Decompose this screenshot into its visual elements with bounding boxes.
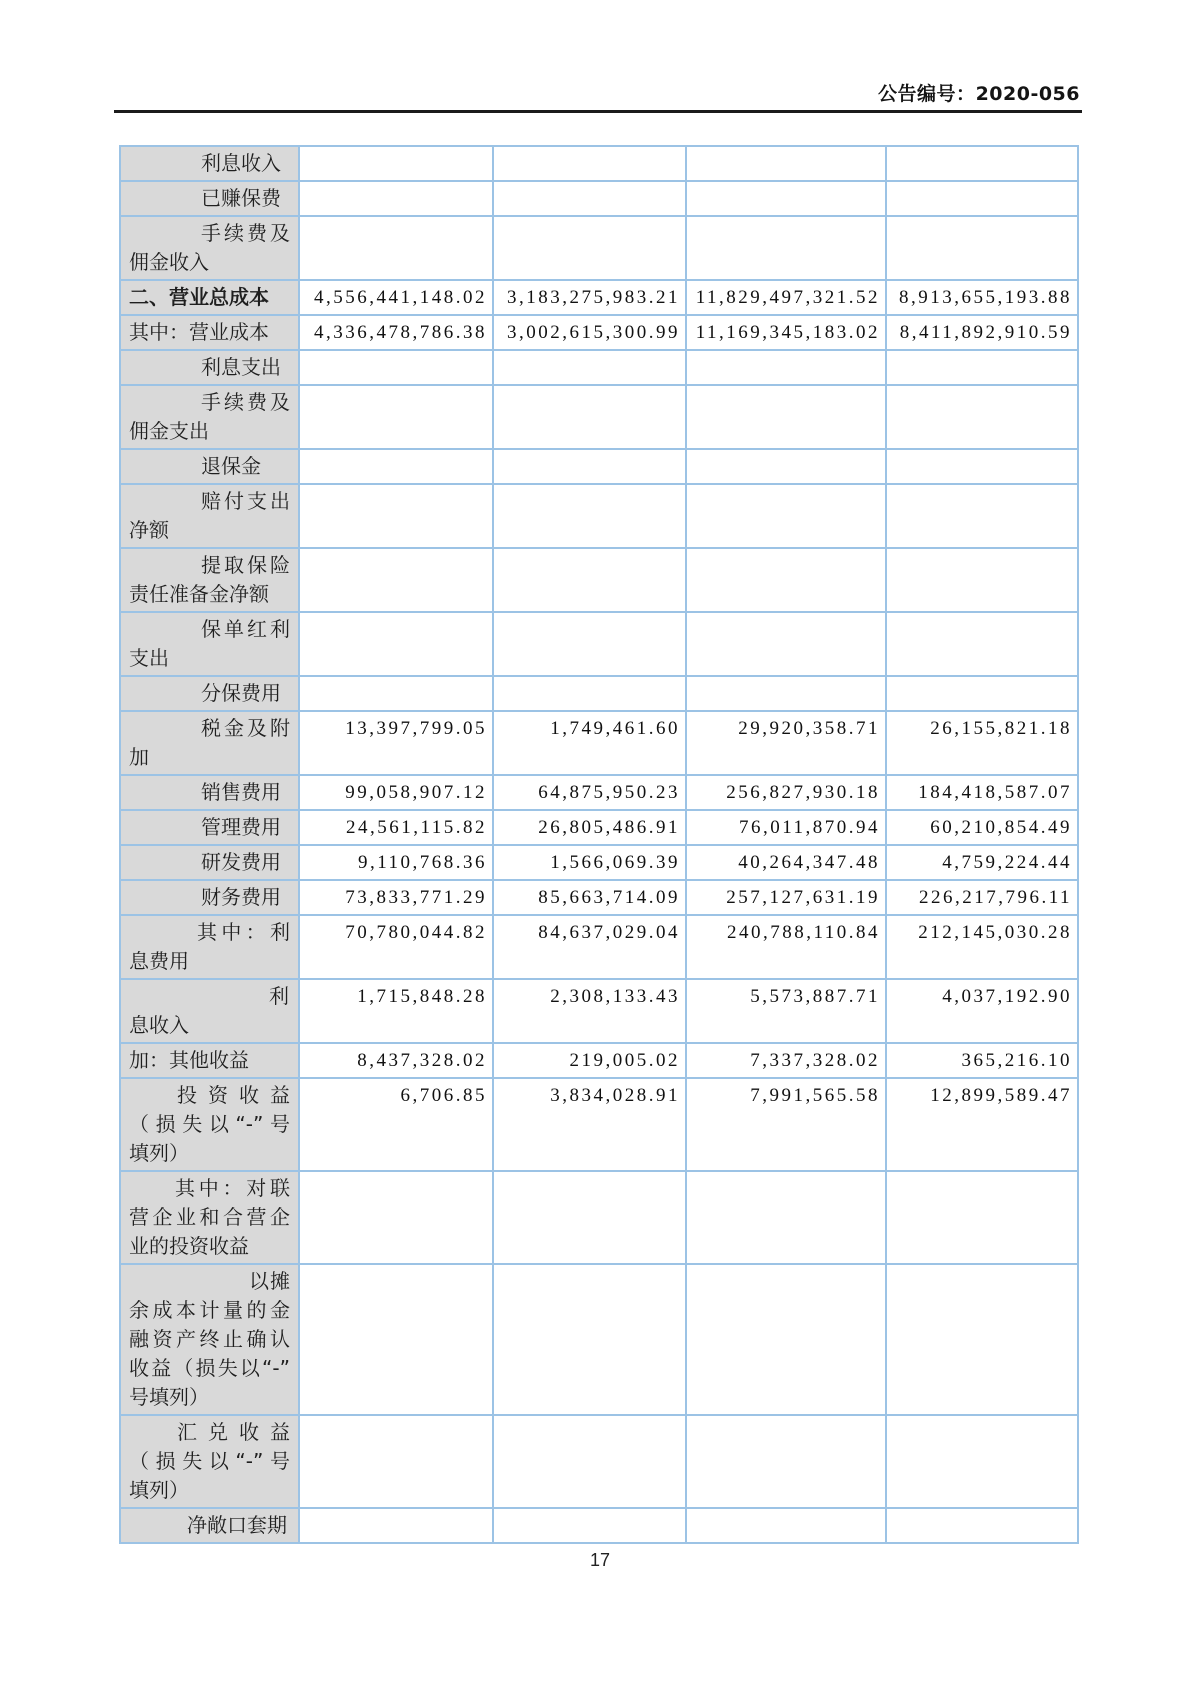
- value-cell-col3: 256,827,930.18: [686, 775, 886, 810]
- row-label-line: （损失以“-”号: [129, 1449, 290, 1473]
- table-row: [120, 1415, 1078, 1508]
- value-cell-col4: [886, 449, 1078, 484]
- value-cell-col4: [886, 1415, 1078, 1508]
- row-label-line: 收益（损失以“-”: [129, 1356, 290, 1380]
- value-cell-col1: [299, 1264, 493, 1415]
- row-label-line: 税金及附: [201, 716, 290, 740]
- row-label-line: 佣金收入: [129, 250, 209, 274]
- value-cell-col2: 219,005.02: [493, 1043, 686, 1078]
- row-label-line: 管理费用: [201, 815, 281, 839]
- value-cell-col3: [686, 1171, 886, 1264]
- row-label-line: 责任准备金净额: [129, 582, 269, 606]
- row-label-line: 提取保险: [201, 553, 290, 577]
- value-cell-col1: [299, 216, 493, 280]
- row-label-cell: [120, 1078, 299, 1171]
- table-row: [120, 880, 1078, 915]
- row-label-line: 手续费及: [201, 390, 290, 414]
- page-number: 17: [589, 1550, 611, 1570]
- row-label-line: 营企业和合营企: [129, 1205, 290, 1229]
- row-label-line: 净敞口套期: [187, 1513, 287, 1537]
- row-label-cell: [120, 1508, 299, 1543]
- row-label-cell: [120, 711, 299, 775]
- value-cell-col4: 212,145,030.28: [886, 915, 1078, 979]
- row-label-line: 净额: [129, 518, 169, 542]
- row-label-cell: [120, 484, 299, 548]
- value-cell-col3: [686, 1508, 886, 1543]
- row-label-cell: [120, 1264, 299, 1415]
- value-cell-col4: [886, 181, 1078, 216]
- value-cell-col2: 26,805,486.91: [493, 810, 686, 845]
- value-cell-col3: [686, 181, 886, 216]
- table-row: [120, 810, 1078, 845]
- row-label-cell: [120, 449, 299, 484]
- value-cell-col3: [686, 216, 886, 280]
- table-row: [120, 146, 1078, 181]
- value-cell-col1: [299, 676, 493, 711]
- value-cell-col1: 99,058,907.12: [299, 775, 493, 810]
- value-cell-col1: [299, 350, 493, 385]
- row-label-cell: [120, 612, 299, 676]
- value-cell-col3: [686, 350, 886, 385]
- row-label-line: 利息收入: [201, 151, 281, 175]
- row-label-cell: [120, 1415, 299, 1508]
- table-row: [120, 548, 1078, 612]
- row-label-cell: [120, 315, 299, 350]
- row-label-cell: [120, 775, 299, 810]
- row-label-cell: [120, 1043, 299, 1078]
- value-cell-col1: [299, 612, 493, 676]
- value-cell-col1: [299, 484, 493, 548]
- table-row: [120, 1043, 1078, 1078]
- value-cell-col2: 3,834,028.91: [493, 1078, 686, 1171]
- value-cell-col3: [686, 1264, 886, 1415]
- row-label-cell: [120, 280, 299, 315]
- row-label-line: 支出: [129, 646, 169, 670]
- value-cell-col1: [299, 1171, 493, 1264]
- row-label-line: 号填列）: [129, 1385, 209, 1409]
- value-cell-col4: [886, 1264, 1078, 1415]
- value-cell-col2: [493, 1171, 686, 1264]
- value-cell-col1: 70,780,044.82: [299, 915, 493, 979]
- row-label-cell: [120, 979, 299, 1043]
- value-cell-col4: 12,899,589.47: [886, 1078, 1078, 1171]
- table-row: [120, 449, 1078, 484]
- value-cell-col2: [493, 1508, 686, 1543]
- value-cell-col2: [493, 350, 686, 385]
- value-cell-col3: 7,337,328.02: [686, 1043, 886, 1078]
- value-cell-col2: [493, 548, 686, 612]
- value-cell-col4: 8,913,655,193.88: [886, 280, 1078, 315]
- table-row: [120, 484, 1078, 548]
- value-cell-col1: 9,110,768.36: [299, 845, 493, 880]
- value-cell-col4: 184,418,587.07: [886, 775, 1078, 810]
- row-label-line: 销售费用: [201, 780, 281, 804]
- value-cell-col2: 1,749,461.60: [493, 711, 686, 775]
- value-cell-col3: 7,991,565.58: [686, 1078, 886, 1171]
- value-cell-col4: [886, 676, 1078, 711]
- value-cell-col4: 4,037,192.90: [886, 979, 1078, 1043]
- value-cell-col2: [493, 676, 686, 711]
- row-label-line: 融资产终止确认: [129, 1327, 290, 1351]
- value-cell-col2: 3,183,275,983.21: [493, 280, 686, 315]
- value-cell-col1: [299, 1415, 493, 1508]
- value-cell-col4: [886, 1508, 1078, 1543]
- row-label-line: 二、营业总成本: [129, 285, 269, 309]
- value-cell-col4: [886, 612, 1078, 676]
- value-cell-col2: 64,875,950.23: [493, 775, 686, 810]
- row-label-line: 汇兑收益: [177, 1420, 290, 1444]
- value-cell-col2: [493, 1415, 686, 1508]
- row-label-cell: [120, 1171, 299, 1264]
- value-cell-col4: [886, 484, 1078, 548]
- value-cell-col4: 8,411,892,910.59: [886, 315, 1078, 350]
- value-cell-col1: 4,556,441,148.02: [299, 280, 493, 315]
- row-label-line: 退保金: [201, 454, 261, 478]
- value-cell-col3: 11,169,345,183.02: [686, 315, 886, 350]
- table-row: [120, 612, 1078, 676]
- value-cell-col3: 76,011,870.94: [686, 810, 886, 845]
- value-cell-col1: [299, 181, 493, 216]
- value-cell-col2: [493, 449, 686, 484]
- value-cell-col4: [886, 146, 1078, 181]
- value-cell-col3: 29,920,358.71: [686, 711, 886, 775]
- table-row: [120, 979, 1078, 1043]
- announcement-number-label: 公告编号：: [878, 83, 976, 105]
- value-cell-col4: [886, 548, 1078, 612]
- row-label-cell: [120, 385, 299, 449]
- value-cell-col1: 13,397,799.05: [299, 711, 493, 775]
- value-cell-col4: 226,217,796.11: [886, 880, 1078, 915]
- value-cell-col2: 84,637,029.04: [493, 915, 686, 979]
- row-label-line: （损失以“-”号: [129, 1112, 290, 1136]
- value-cell-col1: [299, 385, 493, 449]
- row-label-cell: [120, 350, 299, 385]
- row-label-line: 余成本计量的金: [129, 1298, 290, 1322]
- table-row: [120, 775, 1078, 810]
- value-cell-col4: 60,210,854.49: [886, 810, 1078, 845]
- table-row: [120, 915, 1078, 979]
- value-cell-col3: [686, 676, 886, 711]
- row-label-cell: [120, 216, 299, 280]
- value-cell-col2: [493, 1264, 686, 1415]
- value-cell-col2: 1,566,069.39: [493, 845, 686, 880]
- value-cell-col2: [493, 484, 686, 548]
- row-label-cell: [120, 676, 299, 711]
- table-row: [120, 181, 1078, 216]
- row-label-cell: [120, 548, 299, 612]
- row-label-line: 其中：对联: [175, 1176, 290, 1200]
- row-label-line: 利: [269, 984, 289, 1008]
- row-label-line: 填列）: [129, 1141, 189, 1165]
- value-cell-col2: [493, 181, 686, 216]
- announcement-number: [878, 79, 1080, 106]
- row-label-cell: [120, 810, 299, 845]
- value-cell-col1: [299, 146, 493, 181]
- table-row: [120, 676, 1078, 711]
- value-cell-col1: [299, 548, 493, 612]
- value-cell-col3: 40,264,347.48: [686, 845, 886, 880]
- value-cell-col1: [299, 449, 493, 484]
- table-row: [120, 1508, 1078, 1543]
- value-cell-col2: [493, 612, 686, 676]
- value-cell-col1: 4,336,478,786.38: [299, 315, 493, 350]
- value-cell-col3: [686, 548, 886, 612]
- row-label-line: 研发费用: [201, 850, 281, 874]
- value-cell-col3: 5,573,887.71: [686, 979, 886, 1043]
- row-label-line: 加：其他收益: [129, 1048, 249, 1072]
- value-cell-col3: [686, 146, 886, 181]
- table-row: [120, 711, 1078, 775]
- header-rule: [114, 110, 1082, 113]
- table-row: [120, 350, 1078, 385]
- row-label-line: 业的投资收益: [129, 1234, 249, 1258]
- table-row: [120, 1078, 1078, 1171]
- row-label-line: 赔付支出: [201, 489, 290, 513]
- value-cell-col1: 8,437,328.02: [299, 1043, 493, 1078]
- value-cell-col1: [299, 1508, 493, 1543]
- row-label-line: 保单红利: [201, 617, 290, 641]
- value-cell-col1: 73,833,771.29: [299, 880, 493, 915]
- value-cell-col3: [686, 612, 886, 676]
- table-row: [120, 216, 1078, 280]
- value-cell-col4: [886, 385, 1078, 449]
- value-cell-col4: [886, 216, 1078, 280]
- value-cell-col3: 11,829,497,321.52: [686, 280, 886, 315]
- row-label-line: 其中：利: [197, 920, 290, 944]
- row-label-line: 加: [129, 745, 149, 769]
- value-cell-col4: 365,216.10: [886, 1043, 1078, 1078]
- row-label-cell: [120, 880, 299, 915]
- value-cell-col2: 3,002,615,300.99: [493, 315, 686, 350]
- row-label-cell: [120, 146, 299, 181]
- row-label-line: 已赚保费: [201, 186, 281, 210]
- row-label-cell: [120, 181, 299, 216]
- value-cell-col3: [686, 449, 886, 484]
- row-label-line: 佣金支出: [129, 419, 209, 443]
- table-row: [120, 1171, 1078, 1264]
- value-cell-col4: 4,759,224.44: [886, 845, 1078, 880]
- financial-statement-table: [119, 145, 1079, 1544]
- announcement-number-value: 2020-056: [975, 83, 1080, 105]
- row-label-line: 手续费及: [201, 221, 290, 245]
- value-cell-col3: 240,788,110.84: [686, 915, 886, 979]
- value-cell-col2: [493, 385, 686, 449]
- row-label-line: 息收入: [129, 1013, 189, 1037]
- value-cell-col2: 2,308,133.43: [493, 979, 686, 1043]
- row-label-line: 财务费用: [201, 885, 281, 909]
- table-row: [120, 280, 1078, 315]
- value-cell-col3: 257,127,631.19: [686, 880, 886, 915]
- value-cell-col4: [886, 350, 1078, 385]
- row-label-line: 以摊: [249, 1269, 290, 1293]
- row-label-line: 利息支出: [201, 355, 281, 379]
- row-label-line: 分保费用: [201, 681, 281, 705]
- value-cell-col3: [686, 1415, 886, 1508]
- value-cell-col4: 26,155,821.18: [886, 711, 1078, 775]
- row-label-line: 其中：营业成本: [129, 320, 269, 344]
- row-label-line: 投资收益: [177, 1083, 290, 1107]
- value-cell-col1: 1,715,848.28: [299, 979, 493, 1043]
- value-cell-col2: 85,663,714.09: [493, 880, 686, 915]
- value-cell-col2: [493, 216, 686, 280]
- value-cell-col1: 24,561,115.82: [299, 810, 493, 845]
- value-cell-col1: 6,706.85: [299, 1078, 493, 1171]
- row-label-cell: [120, 915, 299, 979]
- row-label-cell: [120, 845, 299, 880]
- table-row: [120, 1264, 1078, 1415]
- table-row: [120, 315, 1078, 350]
- value-cell-col4: [886, 1171, 1078, 1264]
- value-cell-col2: [493, 146, 686, 181]
- value-cell-col3: [686, 385, 886, 449]
- row-label-line: 填列）: [129, 1478, 189, 1502]
- table-row: [120, 845, 1078, 880]
- row-label-line: 息费用: [129, 949, 189, 973]
- table-row: [120, 385, 1078, 449]
- value-cell-col3: [686, 484, 886, 548]
- table-body: [120, 146, 1078, 1543]
